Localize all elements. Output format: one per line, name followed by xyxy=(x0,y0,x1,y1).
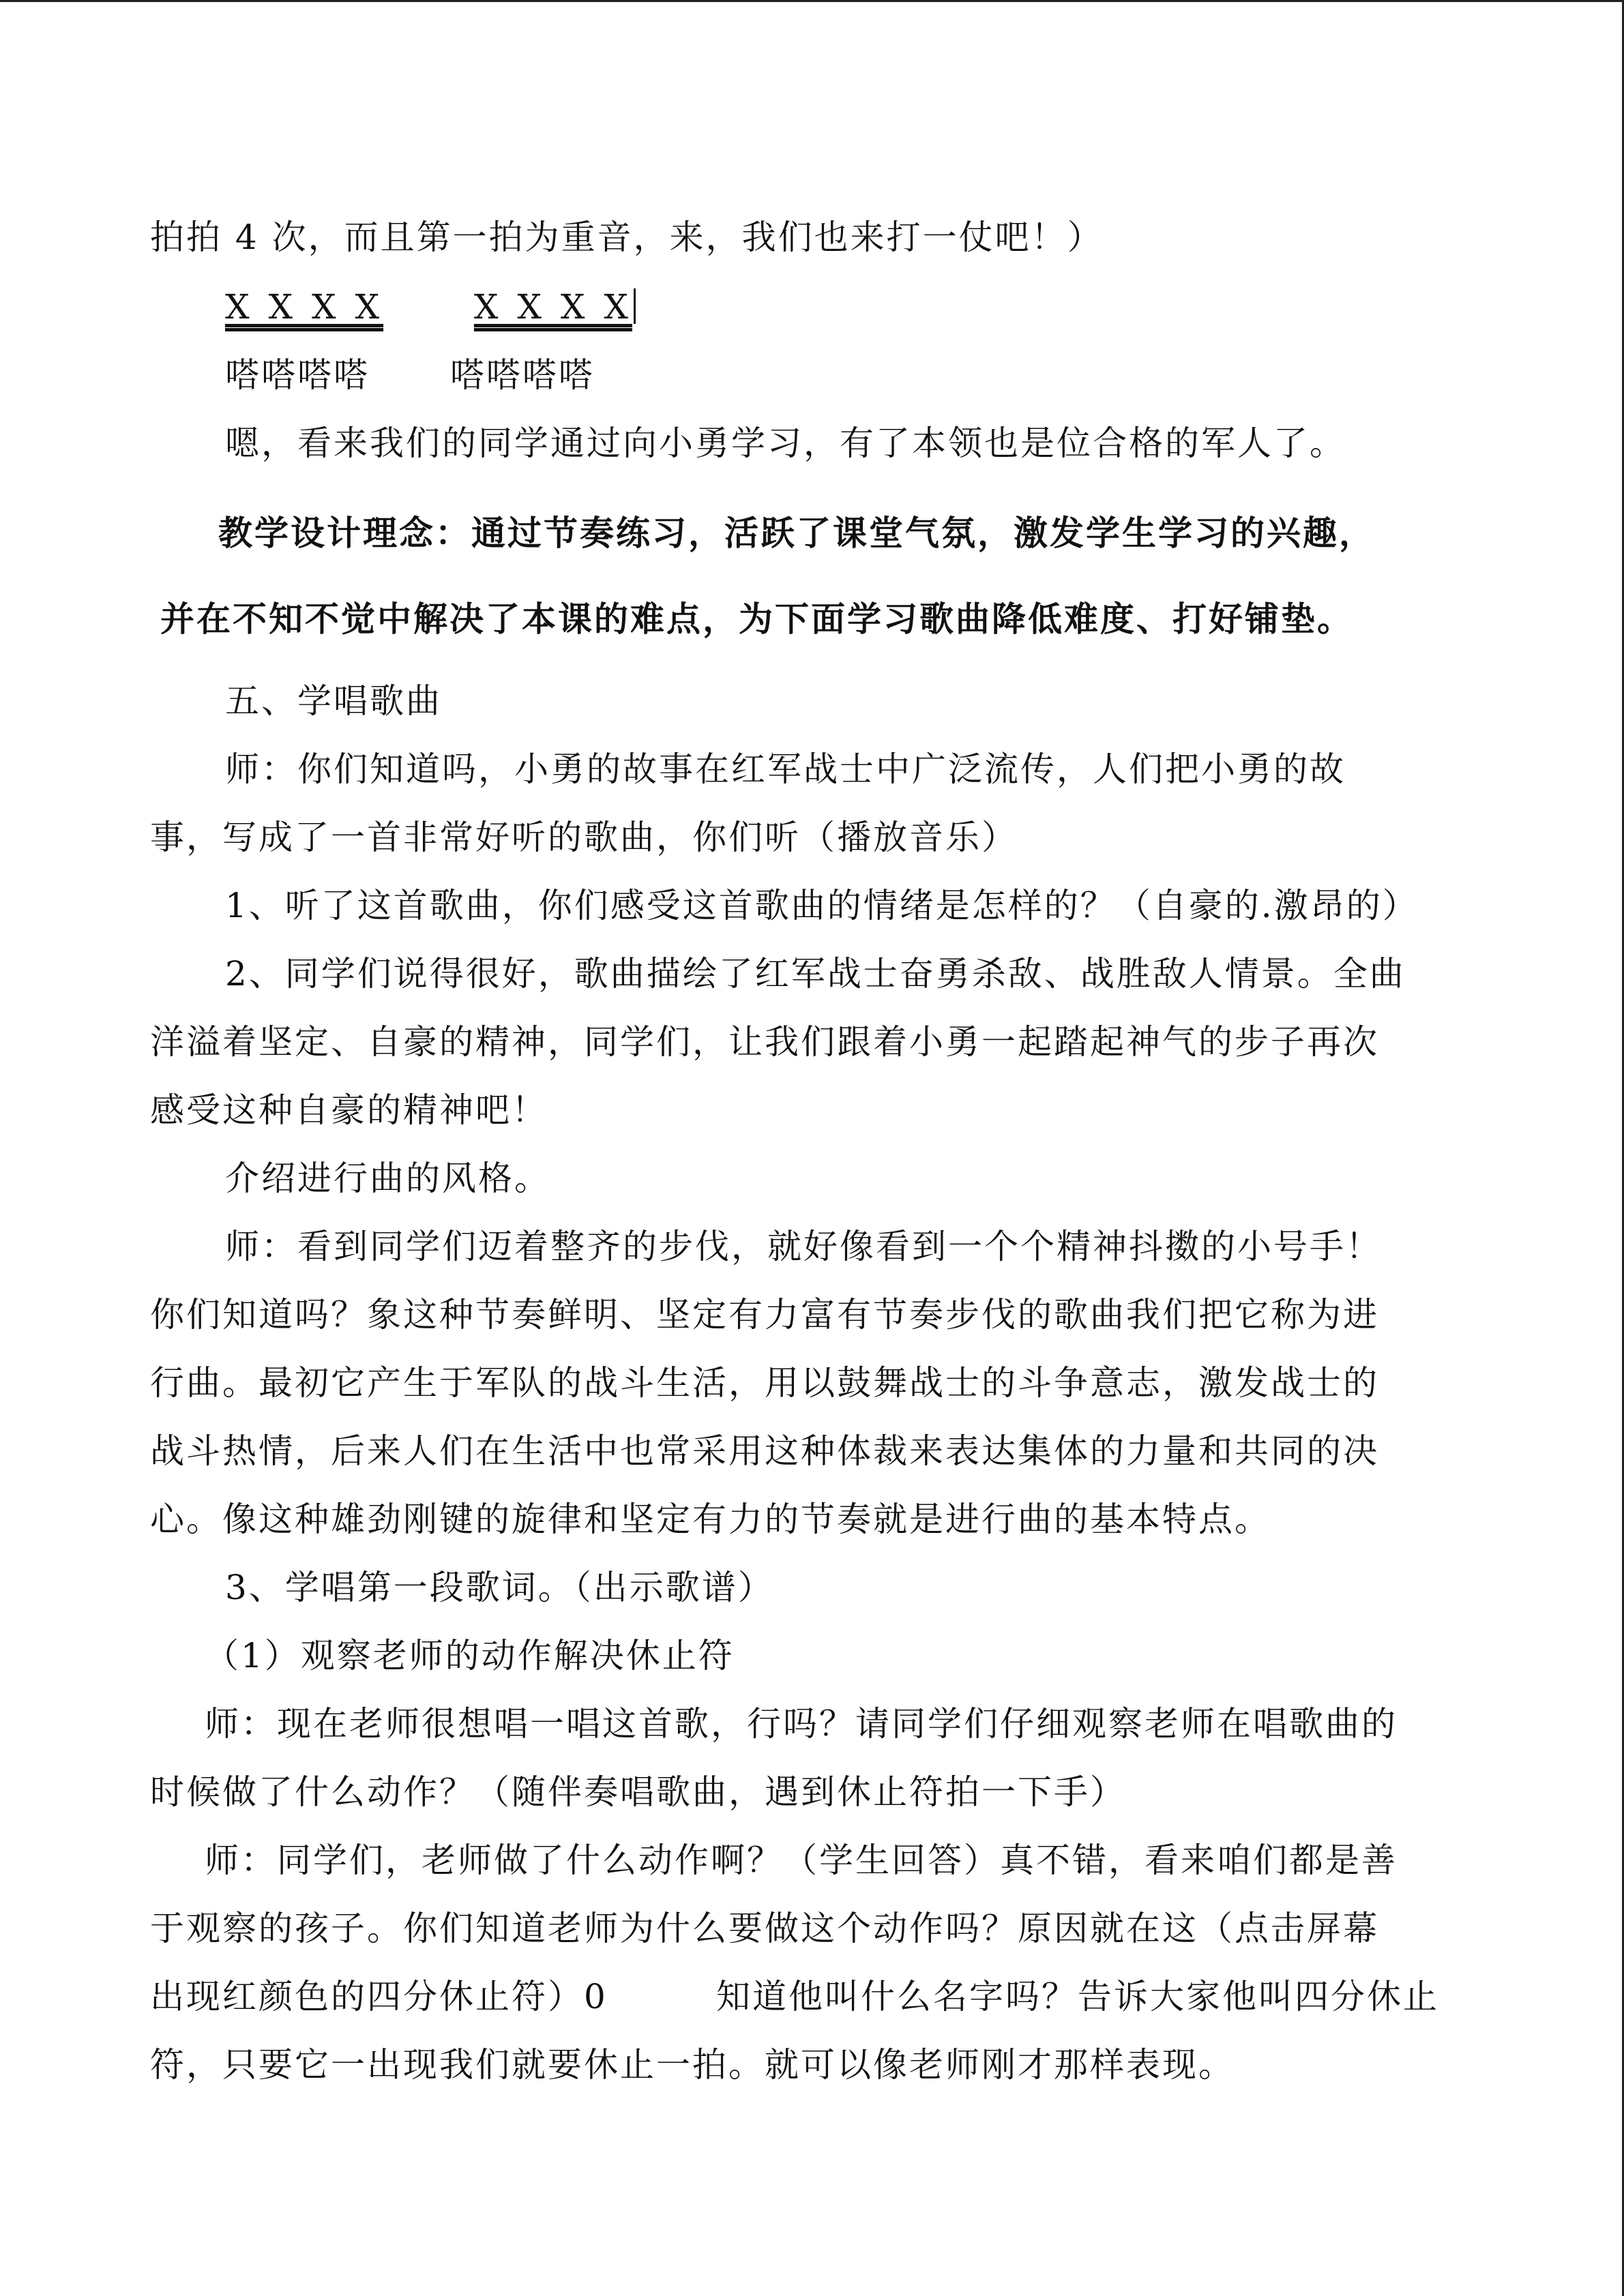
paragraph-line: 感受这种自豪的精神吧！ xyxy=(150,1090,548,1130)
rest-symbol-line xyxy=(150,1976,608,2017)
bar-line xyxy=(634,288,636,324)
paragraph-line: 时候做了什么动作？（随伴奏唱歌曲，遇到休止符拍一下手） xyxy=(150,1772,1126,1812)
paragraph-line: 师：你们知道吗，小勇的故事在红军战士中广泛流传，人们把小勇的故 xyxy=(225,749,1346,789)
paragraph-line: 行曲。最初它产生于军队的战斗生活，用以鼓舞战士的斗争意志，激发战士的 xyxy=(150,1363,1379,1403)
paragraph-line: 心。像这种雄劲刚键的旋律和坚定有力的节奏就是进行曲的基本特点。 xyxy=(150,1500,1271,1539)
paragraph-line: 2、同学们说得很好，歌曲描绘了红军战士奋勇杀敌、战胜敌人情景。全曲 xyxy=(225,954,1406,994)
rhythm-group-2: X X X X xyxy=(473,287,632,327)
section-heading: 五、学唱歌曲 xyxy=(225,681,442,721)
paragraph-line: 事，写成了一首非常好听的歌曲，你们听（播放音乐） xyxy=(150,818,1018,857)
paragraph-line: 洋溢着坚定、自豪的精神，同学们，让我们跟着小勇一起踏起神气的步子再次 xyxy=(150,1022,1379,1062)
rhythm-notation xyxy=(225,286,636,327)
paragraph-line: 于观察的孩子。你们知道老师为什么要做这个动作吗？原因就在这（点击屏幕 xyxy=(150,1909,1379,1948)
paragraph-line: 师：看到同学们迈着整齐的步伐，就好像看到一个个精神抖擞的小号手！ xyxy=(225,1227,1382,1266)
rhythm-syllables-1: 嗒嗒嗒嗒 xyxy=(225,355,370,395)
paragraph-line: 介绍进行曲的风格。 xyxy=(225,1159,550,1198)
page-border-top xyxy=(0,0,1624,2)
paragraph-line: 1、听了这首歌曲，你们感受这首歌曲的情绪是怎样的？（自豪的.激昂的） xyxy=(225,886,1419,925)
design-note-line-2: 并在不知不觉中解决了本课的难点，为下面学习歌曲降低难度、打好铺垫。 xyxy=(160,599,1353,639)
paragraph-line: 战斗热情，后来人们在生活中也常采用这种体裁来表达集体的力量和共同的决 xyxy=(150,1431,1379,1471)
design-note-line-1: 教学设计理念：通过节奏练习，活跃了课堂气氛，激发学生学习的兴趣， xyxy=(218,513,1375,553)
paragraph-line: 拍拍 4 次，而且第一拍为重音，来，我们也来打一仗吧！） xyxy=(150,218,1104,257)
paragraph-line: 师：同学们，老师做了什么动作啊？（学生回答）真不错，看来咱们都是善 xyxy=(205,1840,1398,1880)
paragraph-line: 知道他叫什么名字吗？告诉大家他叫四分休止 xyxy=(716,1977,1439,2016)
paragraph-line: 3、学唱第一段歌词。（出示歌谱） xyxy=(225,1568,774,1607)
paragraph-line: 符，只要它一出现我们就要休止一拍。就可以像老师刚才那样表现。 xyxy=(150,2045,1235,2085)
rhythm-syllables xyxy=(225,355,595,396)
paragraph-line: 师：现在老师很想唱一唱这首歌，行吗？请同学们仔细观察老师在唱歌曲的 xyxy=(205,1704,1398,1744)
paragraph-line: 你们知道吗？象这种节奏鲜明、坚定有力富有节奏步伐的歌曲我们把它称为进 xyxy=(150,1295,1379,1335)
rhythm-group-1: X X X X xyxy=(225,287,384,327)
rhythm-syllables-2: 嗒嗒嗒嗒 xyxy=(449,355,595,395)
paragraph-line: 嗯，看来我们的同学通过向小勇学习，有了本领也是位合格的军人了。 xyxy=(225,423,1346,463)
paragraph-line: （1）观察老师的动作解决休止符 xyxy=(205,1636,735,1675)
rest-symbol-text: 出现红颜色的四分休止符）0 xyxy=(150,1977,608,2016)
